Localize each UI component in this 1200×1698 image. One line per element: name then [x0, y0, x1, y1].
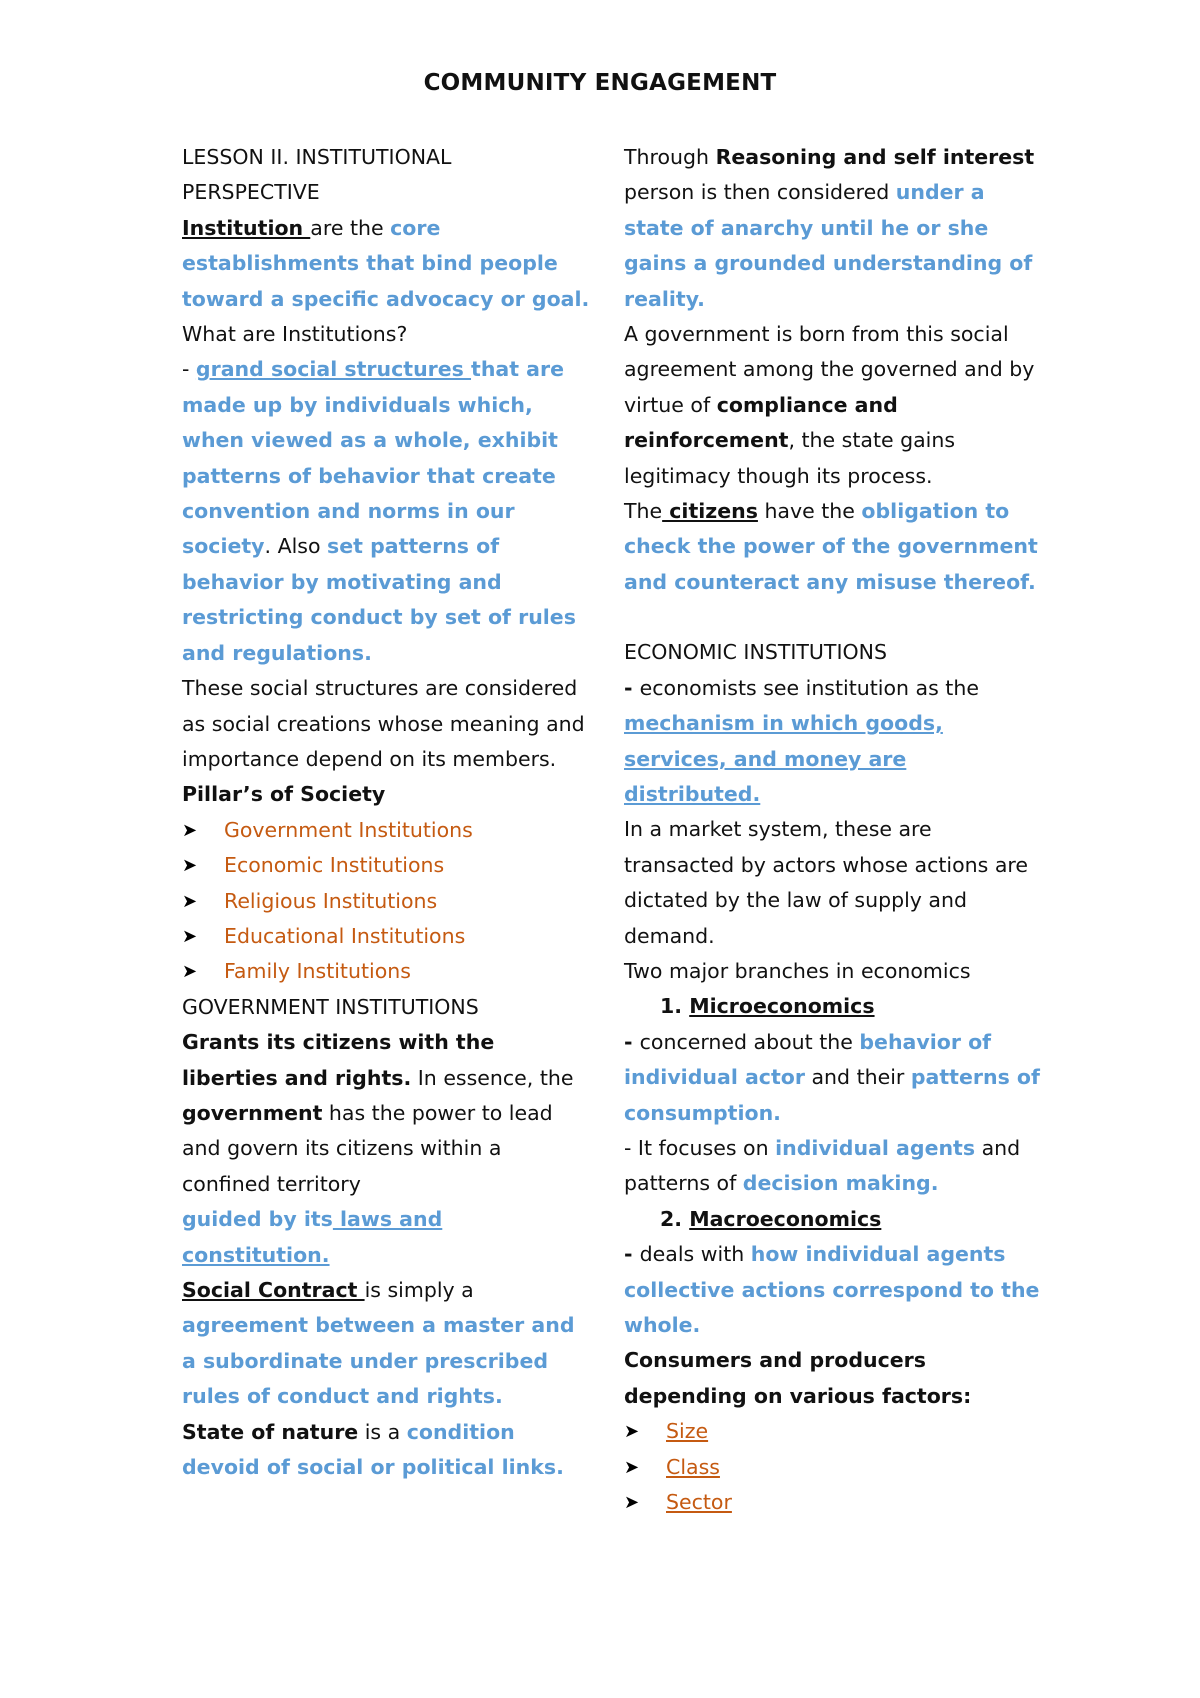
is-simply-text: is simply a: [364, 1278, 474, 1302]
individual-agents-text: individual agents: [775, 1135, 976, 1160]
pillars-heading: Pillar’s of Society: [182, 782, 386, 807]
government-born-paragraph: [624, 317, 1044, 494]
institution-mid: are the: [310, 215, 391, 240]
arrow-bullet-icon: ➤: [182, 819, 198, 841]
micro-number: 1.: [660, 994, 690, 1019]
factor-label: Sector: [666, 1490, 732, 1515]
lesson-heading: LESSON II. INSTITUTIONAL PERSPECTIVE: [182, 145, 452, 205]
econ-institutions-heading: ECONOMIC INSTITUTIONS: [624, 640, 887, 665]
dash: -: [624, 1029, 640, 1054]
micro-term: Microeconomics: [689, 994, 875, 1019]
and-patterns-text: and patterns of: [624, 1135, 1021, 1196]
market-paragraph: In a market system, these are transacted by actors whose actions are dictated by the law of supply and demand.: [624, 817, 1028, 948]
gov-institutions-heading: GOVERNMENT INSTITUTIONS: [182, 994, 479, 1019]
reasoning-paragraph: [624, 140, 1044, 317]
page-title: COMMUNITY ENGAGEMENT: [423, 70, 777, 96]
pillar-label: Religious Institutions: [224, 888, 438, 913]
arrow-bullet-icon: ➤: [624, 1492, 640, 1514]
concerned-text: concerned about the: [639, 1029, 860, 1054]
factor-label: Class: [666, 1454, 720, 1479]
arrow-bullet-icon: ➤: [182, 890, 198, 912]
micro-heading: [624, 989, 1044, 1024]
social-contract-paragraph: [182, 1273, 592, 1308]
pillar-label: Family Institutions: [224, 959, 411, 984]
pillar-label: Economic Institutions: [224, 853, 445, 878]
focuses-text: - It focuses on: [624, 1135, 776, 1160]
behavior-text: behavior of individual actor: [624, 1029, 992, 1090]
in-essence-text: In essence, the: [411, 1065, 574, 1090]
dash: -: [182, 357, 196, 382]
agreement-text: agreement between a master and a subordinate under prescribed rules of conduct and rights.: [182, 1313, 575, 1409]
institution-definition: [182, 211, 592, 317]
arrow-bullet-icon: ➤: [624, 1456, 640, 1478]
mechanism-text: mechanism in which goods, services, and money are distributed.: [624, 711, 943, 806]
set-patterns-text: set patterns of behavior by motivating and restricting conduct by set of rules and regulations.: [182, 534, 576, 665]
and-their-text: and their: [804, 1065, 911, 1090]
institution-def-text: core establishments that bind people toward a specific advocacy or goal.: [182, 215, 590, 311]
condition-text: condition devoid of social or political links.: [182, 1419, 564, 1480]
pillar-item: [182, 848, 592, 883]
citizens-paragraph: [624, 494, 1044, 600]
compliance-term: compliance and reinforcement: [624, 392, 898, 453]
dash: -: [624, 1242, 640, 1267]
pillar-label: Government Institutions: [224, 817, 473, 842]
arrow-bullet-icon: ➤: [182, 855, 198, 877]
government-term: government: [182, 1100, 323, 1125]
macro-number: 2.: [660, 1206, 690, 1231]
focuses-paragraph: [624, 1131, 1044, 1202]
factor-item: [624, 1414, 1044, 1449]
state-of-nature-paragraph: [182, 1415, 592, 1486]
grand-structures-term: grand social structures: [195, 357, 472, 382]
guided-text: guided by its: [182, 1207, 333, 1232]
dash: -: [624, 675, 640, 700]
obligation-text: obligation to check the power of the government and counteract any misuse thereof.: [624, 499, 1038, 594]
laws-text: laws and constitution.: [182, 1207, 443, 1267]
macro-term: Macroeconomics: [689, 1206, 882, 1231]
deals-paragraph: [624, 1237, 1044, 1343]
person-text: person is then considered: [624, 180, 896, 205]
arrow-bullet-icon: ➤: [182, 925, 198, 947]
have-the-text: have the: [757, 499, 862, 524]
grants-text: Grants its citizens with the liberties and rights.: [182, 1030, 495, 1090]
citizens-term: citizens: [662, 499, 758, 524]
state-gains-text: , the state gains legitimacy though its process.: [624, 428, 956, 488]
arrow-bullet-icon: ➤: [182, 961, 198, 983]
two-branches-line: Two major branches in economics: [624, 958, 971, 983]
spacer: [624, 600, 1044, 635]
power-text: has the power to lead and govern its citizens within a confined territory: [182, 1100, 553, 1196]
through-text: Through: [624, 145, 716, 169]
economists-paragraph: [624, 671, 1044, 813]
pillar-item: [182, 813, 592, 848]
is-a-text: is a: [358, 1419, 407, 1444]
anarchy-text: under a state of anarchy until he or she gains a grounded understanding of reality.: [624, 180, 1033, 311]
guided-paragraph: [182, 1202, 592, 1273]
factor-item: [624, 1450, 1044, 1485]
pillar-item: [182, 884, 592, 919]
grand-structures-rest: that are made up by individuals which, when viewed as a whole, exhibit patterns of behavior that create convention and norms in our society: [182, 357, 565, 559]
social-structures-paragraph: These social structures are considered as social creations whose meaning and importance depend on its members.: [182, 676, 585, 771]
factor-label: Size: [666, 1419, 709, 1444]
right-column: [624, 140, 1044, 1520]
gov-born-text: A government is born from this social agreement among the governed and by virtue of: [624, 322, 1035, 417]
grand-structures-paragraph: [182, 352, 592, 671]
question-line: What are Institutions?: [182, 322, 408, 347]
also-text: . Also: [264, 534, 328, 559]
institution-term: Institution: [182, 215, 311, 240]
pillar-label: Educational Institutions: [224, 923, 466, 948]
how-individual-text: how individual agents collective actions correspond to the whole.: [624, 1242, 1040, 1337]
social-contract-term: Social Contract: [182, 1278, 365, 1302]
factor-item: [624, 1485, 1044, 1520]
economists-text: economists see institution as the: [639, 675, 979, 700]
patterns-consumption-text: patterns of consumption.: [624, 1065, 1040, 1125]
concerned-paragraph: [624, 1025, 1044, 1131]
the-text: The: [624, 499, 663, 524]
deals-text: deals with: [639, 1242, 751, 1267]
pillar-item: [182, 919, 592, 954]
macro-heading: [624, 1202, 1044, 1237]
reasoning-term: Reasoning and self interest: [715, 145, 1035, 169]
decision-text: decision making.: [742, 1171, 939, 1196]
arrow-bullet-icon: ➤: [624, 1421, 640, 1443]
pillar-item: [182, 954, 592, 989]
left-column: [182, 140, 592, 1485]
grants-paragraph: [182, 1025, 592, 1202]
consumers-heading: Consumers and producers depending on various factors:: [624, 1348, 972, 1408]
state-of-nature-term: State of nature: [182, 1419, 359, 1444]
